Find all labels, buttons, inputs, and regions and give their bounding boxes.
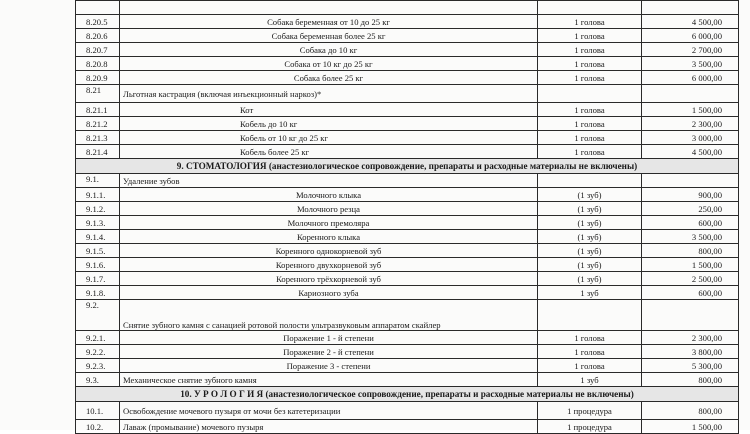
table-row xyxy=(76,188,739,202)
row-number: 9.2. xyxy=(76,300,120,331)
table-row xyxy=(76,359,739,373)
row-number: 8.21.4 xyxy=(76,145,120,159)
service-name: Коренного двухкорневой зуб xyxy=(120,258,538,272)
row-number: 9.1.6. xyxy=(76,258,120,272)
table-row xyxy=(76,202,739,216)
table-row xyxy=(76,272,739,286)
table-row xyxy=(76,331,739,345)
unit-cell: 1 процедура xyxy=(538,402,642,420)
price-cell: 5 300,00 xyxy=(642,359,739,373)
unit-cell: 1 голова xyxy=(538,71,642,85)
price-cell: 1 500,00 xyxy=(642,258,739,272)
row-number: 8.20.6 xyxy=(76,29,120,43)
price-cell: 800,00 xyxy=(642,373,739,387)
service-name: Собака беременная от 10 до 25 кг xyxy=(120,15,538,29)
table-row xyxy=(76,29,739,43)
service-name: Льготная кастрация (включая инъекционный наркоз)* xyxy=(120,85,538,103)
price-cell: 600,00 xyxy=(642,216,739,230)
price-cell: 4 500,00 xyxy=(642,15,739,29)
row-number: 8.20.8 xyxy=(76,57,120,71)
service-name: Собака до 10 кг xyxy=(120,43,538,57)
price-cell: 800,00 xyxy=(642,244,739,258)
group-row xyxy=(76,174,739,188)
row-number: 9.1.3. xyxy=(76,216,120,230)
group-row xyxy=(76,85,739,103)
service-name: Лаваж (промывание) мочевого пузыря xyxy=(120,420,538,434)
service-name: Поражение 3 - степени xyxy=(120,359,538,373)
table-row xyxy=(76,117,739,131)
unit-cell: 1 голова xyxy=(538,15,642,29)
unit-cell: (1 зуб) xyxy=(538,258,642,272)
section-header-row xyxy=(76,159,739,174)
unit-cell: 1 голова xyxy=(538,145,642,159)
service-name: Кобель до 10 кг xyxy=(120,117,538,131)
table-row xyxy=(76,230,739,244)
unit-cell: 1 зуб xyxy=(538,286,642,300)
price-cell: 3 800,00 xyxy=(642,345,739,359)
unit-cell: 1 голова xyxy=(538,29,642,43)
unit-cell: 1 голова xyxy=(538,359,642,373)
price-cell: 3 500,00 xyxy=(642,230,739,244)
price-cell: 800,00 xyxy=(642,402,739,420)
row-number: 10.2. xyxy=(76,420,120,434)
table-row xyxy=(76,15,739,29)
price-cell xyxy=(642,174,739,188)
price-cell: 6 000,00 xyxy=(642,71,739,85)
price-cell: 3 500,00 xyxy=(642,57,739,71)
row-number: 9.1.1. xyxy=(76,188,120,202)
row-number: 8.20.5 xyxy=(76,15,120,29)
table-row xyxy=(76,373,739,387)
table-row xyxy=(76,131,739,145)
service-name: Поражение 2 - й степени xyxy=(120,345,538,359)
service-name: Молочного резца xyxy=(120,202,538,216)
group-row xyxy=(76,300,739,331)
price-cell: 6 000,00 xyxy=(642,29,739,43)
price-cell: 2 300,00 xyxy=(642,331,739,345)
row-number xyxy=(76,1,120,15)
unit-cell: (1 зуб) xyxy=(538,216,642,230)
row-number: 9.1.8. xyxy=(76,286,120,300)
service-name: Удаление зубов xyxy=(120,174,538,188)
service-name: Собака более 25 кг xyxy=(120,71,538,85)
row-number: 9.2.1. xyxy=(76,331,120,345)
unit-cell xyxy=(538,1,642,15)
price-cell: 2 300,00 xyxy=(642,117,739,131)
row-number: 9.1.5. xyxy=(76,244,120,258)
service-name: Кариозного зуба xyxy=(120,286,538,300)
price-cell: 2 500,00 xyxy=(642,272,739,286)
price-cell: 600,00 xyxy=(642,286,739,300)
price-list-body xyxy=(76,1,739,434)
unit-cell: 1 голова xyxy=(538,57,642,71)
service-name: Кобель более 25 кг xyxy=(120,145,538,159)
service-name: Механическое снятие зубного камня xyxy=(120,373,538,387)
service-name: Поражение 1 - й степени xyxy=(120,331,538,345)
unit-cell: (1 зуб) xyxy=(538,244,642,258)
table-row xyxy=(76,216,739,230)
unit-cell xyxy=(538,174,642,188)
unit-cell: 1 голова xyxy=(538,117,642,131)
price-list-table xyxy=(75,0,739,434)
service-name: Собака беременная более 25 кг xyxy=(120,29,538,43)
row-number: 9.1.7. xyxy=(76,272,120,286)
price-cell: 3 000,00 xyxy=(642,131,739,145)
unit-cell: 1 зуб xyxy=(538,373,642,387)
service-name: Коренного трёхкорневой зуб xyxy=(120,272,538,286)
row-number: 9.1. xyxy=(76,174,120,188)
row-number: 9.3. xyxy=(76,373,120,387)
price-cell xyxy=(642,1,739,15)
unit-cell: 1 процедура xyxy=(538,420,642,434)
table-row xyxy=(76,420,739,434)
row-number: 8.21.1 xyxy=(76,103,120,117)
price-cell xyxy=(642,300,739,331)
unit-cell: 1 голова xyxy=(538,103,642,117)
price-cell xyxy=(642,85,739,103)
table-row xyxy=(76,103,739,117)
service-name: Коренного клыка xyxy=(120,230,538,244)
unit-cell: (1 зуб) xyxy=(538,202,642,216)
price-cell: 2 700,00 xyxy=(642,43,739,57)
service-name: Снятие зубного камня с санацией ротовой полости ультразвуковым аппаратом скайлер xyxy=(120,300,538,331)
row-number: 8.20.9 xyxy=(76,71,120,85)
row-number: 10.1. xyxy=(76,402,120,420)
table-row xyxy=(76,43,739,57)
row-number: 9.2.2. xyxy=(76,345,120,359)
price-cell: 4 500,00 xyxy=(642,145,739,159)
unit-cell: (1 зуб) xyxy=(538,230,642,244)
unit-cell: 1 голова xyxy=(538,131,642,145)
unit-cell: 1 голова xyxy=(538,43,642,57)
unit-cell: (1 зуб) xyxy=(538,272,642,286)
table-row xyxy=(76,71,739,85)
service-name: Кобель от 10 кг до 25 кг xyxy=(120,131,538,145)
row-number: 9.1.2. xyxy=(76,202,120,216)
price-cell: 1 500,00 xyxy=(642,420,739,434)
service-name: Освобождение мочевого пузыря от мочи без катетеризации xyxy=(120,402,538,420)
unit-cell: (1 зуб) xyxy=(538,188,642,202)
table-row xyxy=(76,345,739,359)
row-number: 8.20.7 xyxy=(76,43,120,57)
service-name: Коренного однокорневой зуб xyxy=(120,244,538,258)
row-number: 8.21.2 xyxy=(76,117,120,131)
row-number: 8.21 xyxy=(76,85,120,103)
row-number: 9.2.3. xyxy=(76,359,120,373)
price-cell: 250,00 xyxy=(642,202,739,216)
section-header-row xyxy=(76,387,739,402)
unit-cell: 1 голова xyxy=(538,345,642,359)
row-number: 8.21.3 xyxy=(76,131,120,145)
section-title: 10. У Р О Л О Г И Я (анастезиологическое сопровождение, препараты и расходные материалы не включены) xyxy=(76,387,739,402)
table-row xyxy=(76,286,739,300)
service-name: Молочного премоляра xyxy=(120,216,538,230)
table-row xyxy=(76,57,739,71)
unit-cell xyxy=(538,85,642,103)
service-name: Молочного клыка xyxy=(120,188,538,202)
price-cell: 1 500,00 xyxy=(642,103,739,117)
section-title: 9. СТОМАТОЛОГИЯ (анастезиологическое сопровождение, препараты и расходные материалы не включены) xyxy=(76,159,739,174)
table-row xyxy=(76,1,739,15)
service-name: Кот xyxy=(120,103,538,117)
unit-cell: 1 голова xyxy=(538,331,642,345)
price-cell: 900,00 xyxy=(642,188,739,202)
row-number: 9.1.4. xyxy=(76,230,120,244)
service-name xyxy=(120,1,538,15)
table-row xyxy=(76,145,739,159)
service-name: Собака от 10 кг до 25 кг xyxy=(120,57,538,71)
table-row xyxy=(76,244,739,258)
table-row xyxy=(76,402,739,420)
table-row xyxy=(76,258,739,272)
unit-cell xyxy=(538,300,642,331)
